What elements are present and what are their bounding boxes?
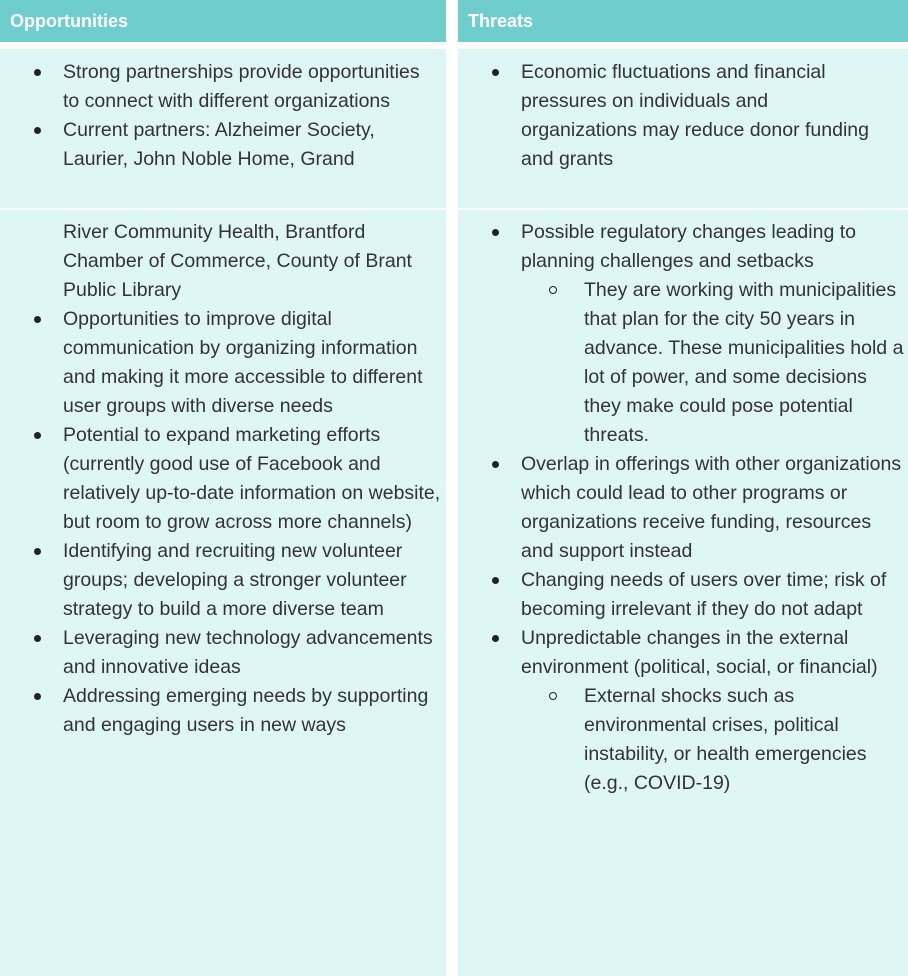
list-item xyxy=(458,218,908,450)
list-item xyxy=(458,450,908,566)
list-item-continuation: River Community Health, Brantford Chamber of Commerce, County of Brant Public Library xyxy=(63,221,412,301)
list-item: Opportunities to improve digital communication by organizing information and making it more accessible to different user groups with diverse needs xyxy=(0,305,446,421)
opportunities-cell-2 xyxy=(0,218,446,740)
sub-list-item: External shocks such as environmental crises, political instability, or health emergencies (e.g., COVID-19) xyxy=(521,682,908,798)
threats-cell-1 xyxy=(458,58,908,174)
opportunities-column xyxy=(0,0,446,976)
opportunities-cell-1 xyxy=(0,58,446,174)
list-item xyxy=(458,624,908,798)
list-item: Potential to expand marketing efforts (currently good use of Facebook and relatively up-to-date information on website, but room to grow across more channels) xyxy=(0,421,446,537)
header-gap xyxy=(0,42,446,49)
list-item-text: Possible regulatory changes leading to planning challenges and setbacks xyxy=(521,221,856,272)
list-item xyxy=(458,566,908,624)
row-divider xyxy=(0,208,446,210)
list-item: Current partners: Alzheimer Society, Laurier, John Noble Home, Grand xyxy=(0,116,420,174)
threats-header: Threats xyxy=(458,0,908,42)
list-item-text: Changing needs of users over time; risk of becoming irrelevant if they do not adapt xyxy=(521,569,887,620)
header-gap xyxy=(458,42,908,49)
list-item: Economic fluctuations and financial pressures on individuals and organizations may reduce donor funding and grants xyxy=(458,58,878,174)
list-item: Identifying and recruiting new volunteer groups; developing a stronger volunteer strategy to build a more diverse team xyxy=(0,537,446,624)
list-item-text: Unpredictable changes in the external environment (political, social, or financial) xyxy=(521,627,878,678)
list-item: Leveraging new technology advancements and innovative ideas xyxy=(0,624,446,682)
list-item: Addressing emerging needs by supporting and engaging users in new ways xyxy=(0,682,446,740)
threats-column xyxy=(458,0,908,976)
sub-list-item: They are working with municipalities that plan for the city 50 years in advance. These municipalities hold a lot of power, and some decisions they make could pose potential threats. xyxy=(521,276,908,450)
row-divider xyxy=(458,208,908,210)
list-item-text: Overlap in offerings with other organizations which could lead to other programs or organizations receive funding, resources and support instead xyxy=(521,453,902,562)
threats-cell-2 xyxy=(458,218,908,798)
opportunities-header: Opportunities xyxy=(0,0,446,42)
list-item: Strong partnerships provide opportunities to connect with different organizations xyxy=(0,58,420,116)
